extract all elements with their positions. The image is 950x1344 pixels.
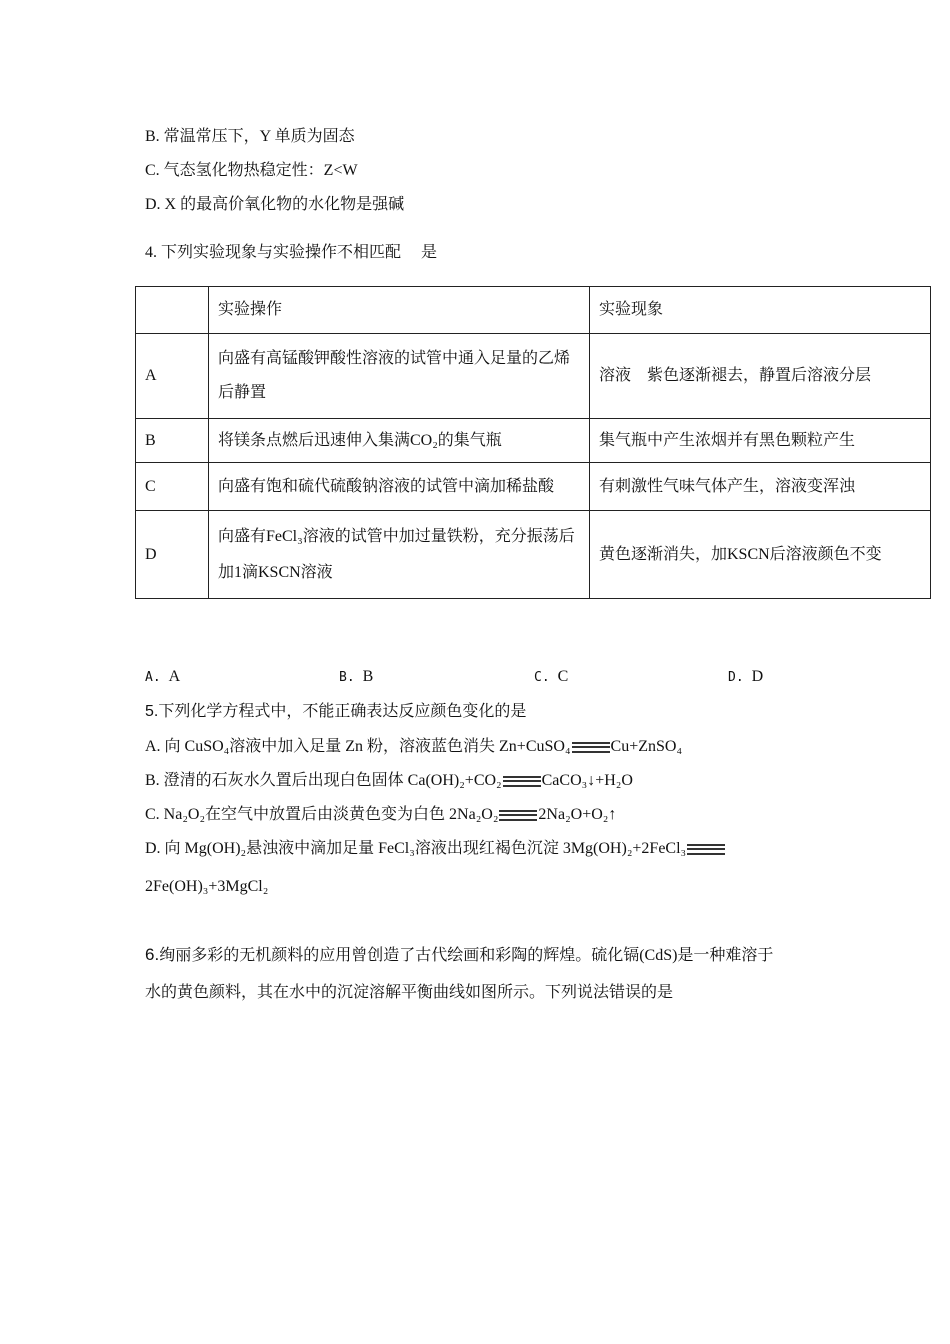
question-number: 6.	[145, 945, 160, 964]
equation-rhs: Cu+ZnSO₄	[610, 738, 683, 755]
equals-sign-icon	[499, 810, 537, 821]
choice-value: A	[168, 668, 181, 685]
choice-value: D	[751, 668, 764, 685]
choice-key: C.	[534, 670, 550, 685]
header-cell: 实验现象	[590, 287, 931, 334]
q4-stem: 4. 下列实验现象与实验操作不相匹配 是	[145, 244, 438, 261]
choice-key: A.	[145, 670, 161, 685]
option-text: D. 向 Mg(OH)₂悬浊液中滴加足量 FeCl₃溶液出现红褐色沉淀 3Mg(OH)₂+2FeCl₃	[145, 840, 687, 857]
row-phenomenon: 有刺激性气味气体产生，溶液变浑浊	[590, 463, 931, 511]
choice-a[interactable]	[145, 668, 180, 686]
q5-stem	[145, 702, 526, 722]
question-number: 5.	[145, 703, 159, 720]
q3-option-b: B. 常温常压下，Y 单质为固态	[145, 128, 355, 145]
q4-table	[135, 286, 931, 599]
choice-b[interactable]	[339, 668, 373, 686]
choice-c[interactable]	[534, 668, 568, 686]
table-row	[136, 419, 931, 463]
row-operation: 将镁条点燃后迅速伸入集满CO₂的集气瓶	[209, 419, 590, 463]
row-operation: 向盛有高锰酸钾酸性溶液的试管中通入足量的乙烯后静置	[209, 334, 590, 419]
option-text: B. 澄清的石灰水久置后出现白色固体 Ca(OH)₂+CO₂	[145, 772, 502, 789]
row-label: D	[136, 511, 209, 599]
question-text: 下列化学方程式中，不能正确表达反应颜色变化的是	[158, 703, 527, 720]
option-text: C. Na₂O₂在空气中放置后由淡黄色变为白色 2Na₂O₂	[145, 806, 499, 823]
equals-sign-icon	[503, 776, 541, 787]
row-label: A	[136, 334, 209, 419]
equation-rhs: CaCO₃↓+H₂O	[541, 772, 633, 789]
q6-stem-line2: 水的黄色颜料，其在水中的沉淀溶解平衡曲线如图所示。下列说法错误的是	[145, 984, 674, 1001]
choice-key: B.	[339, 670, 355, 685]
q5-option-b	[145, 771, 633, 791]
q5-option-a	[145, 737, 682, 757]
q3-option-d: D. X 的最高价氧化物的水化物是强碱	[145, 196, 405, 213]
choice-value: B	[362, 668, 374, 685]
choice-value: C	[557, 668, 569, 685]
question-text: 绚丽多彩的无机颜料的应用曾创造了古代绘画和彩陶的辉煌。硫化镉(CdS)是一种难溶于	[159, 947, 774, 964]
q6-stem-line1	[145, 945, 773, 966]
header-cell	[136, 287, 209, 334]
q3-option-c: C. 气态氢化物热稳定性：Z<W	[145, 162, 358, 179]
table-row	[136, 463, 931, 511]
table-row	[136, 511, 931, 599]
row-operation: 向盛有FeCl₃溶液的试管中加过量铁粉，充分振荡后加1滴KSCN溶液	[209, 511, 590, 599]
q5-option-d-rhs: 2Fe(OH)₃+3MgCl₂	[145, 878, 269, 895]
row-phenomenon: 溶液 紫色逐渐褪去，静置后溶液分层	[590, 334, 931, 419]
header-cell: 实验操作	[209, 287, 590, 334]
table-row	[136, 334, 931, 419]
row-phenomenon: 黄色逐渐消失，加KSCN后溶液颜色不变	[590, 511, 931, 599]
choice-key: D.	[728, 670, 744, 685]
choice-d[interactable]	[728, 668, 763, 686]
row-phenomenon: 集气瓶中产生浓烟并有黑色颗粒产生	[590, 419, 931, 463]
q5-option-d	[145, 839, 726, 859]
equals-sign-icon	[687, 844, 725, 855]
equals-sign-icon	[572, 742, 610, 753]
row-label: B	[136, 419, 209, 463]
option-text: A. 向 CuSO₄溶液中加入足量 Zn 粉，溶液蓝色消失 Zn+CuSO₄	[145, 738, 571, 755]
row-label: C	[136, 463, 209, 511]
q5-option-c	[145, 805, 616, 825]
table-header-row	[136, 287, 931, 334]
equation-rhs: 2Na₂O+O₂↑	[538, 806, 617, 823]
row-operation: 向盛有饱和硫代硫酸钠溶液的试管中滴加稀盐酸	[209, 463, 590, 511]
